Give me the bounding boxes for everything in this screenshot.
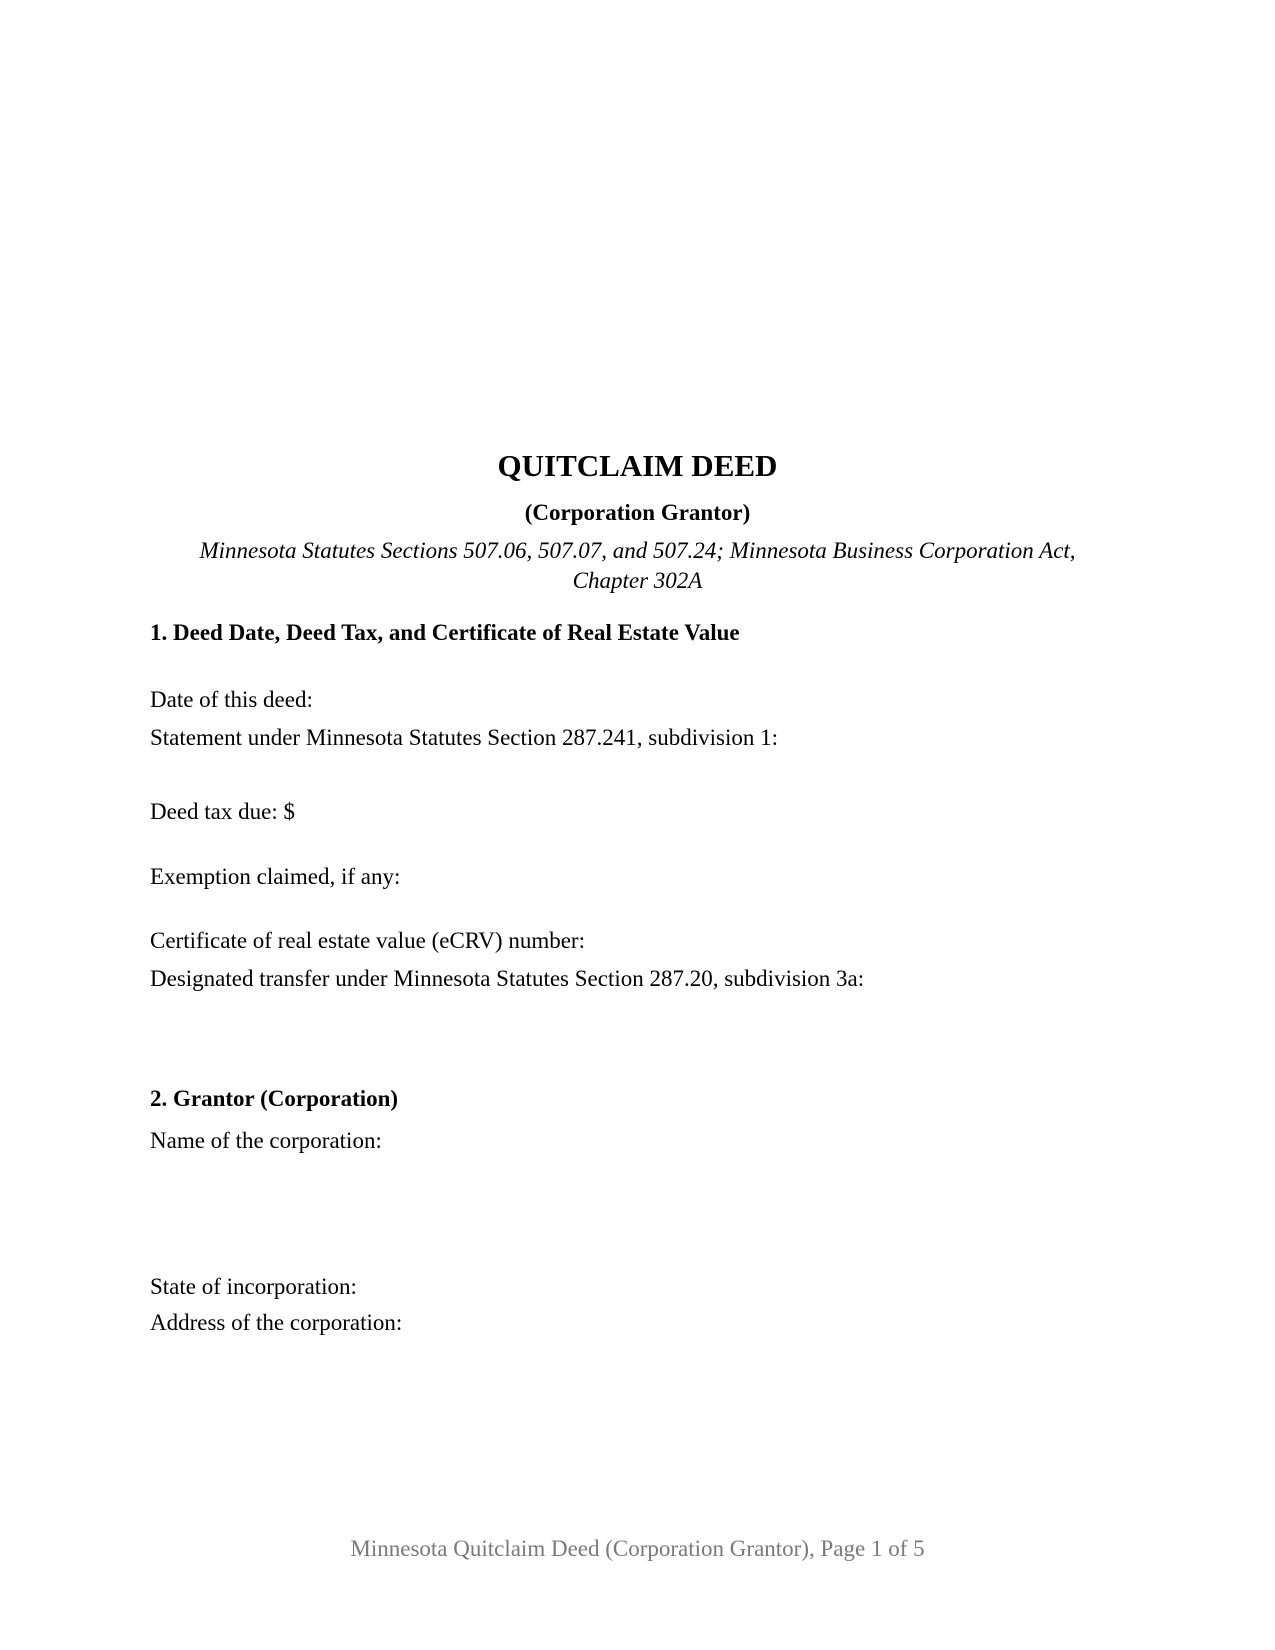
statute-citation-line-2: Chapter 302A xyxy=(572,568,703,593)
section-1-heading: 1. Deed Date, Deed Tax, and Certificate of Real Estate Value xyxy=(150,620,740,645)
corporation-address-label: Address of the corporation: xyxy=(150,1310,403,1335)
document-title: QUITCLAIM DEED xyxy=(497,448,778,483)
document-subtitle: (Corporation Grantor) xyxy=(524,500,751,525)
exemption-label: Exemption claimed, if any: xyxy=(150,864,401,889)
ecrv-number-label: Certificate of real estate value (eCRV) number: xyxy=(150,928,585,953)
section-2-heading: 2. Grantor (Corporation) xyxy=(150,1086,399,1111)
corporation-name-label: Name of the corporation: xyxy=(150,1128,382,1153)
statement-label: Statement under Minnesota Statutes Section 287.241, subdivision 1: xyxy=(150,725,778,750)
state-of-incorporation-label: State of incorporation: xyxy=(150,1274,357,1299)
statute-citation-line-1: Minnesota Statutes Sections 507.06, 507.07, and 507.24; Minnesota Business Corporation Act, xyxy=(199,538,1076,563)
page-footer: Minnesota Quitclaim Deed (Corporation Grantor), Page 1 of 5 xyxy=(350,1536,925,1561)
deed-date-label: Date of this deed: xyxy=(150,687,313,712)
deed-tax-label: Deed tax due: $ xyxy=(150,799,295,824)
statute-citation xyxy=(140,536,1135,596)
designated-transfer-label: Designated transfer under Minnesota Statutes Section 287.20, subdivision 3a: xyxy=(150,966,865,991)
